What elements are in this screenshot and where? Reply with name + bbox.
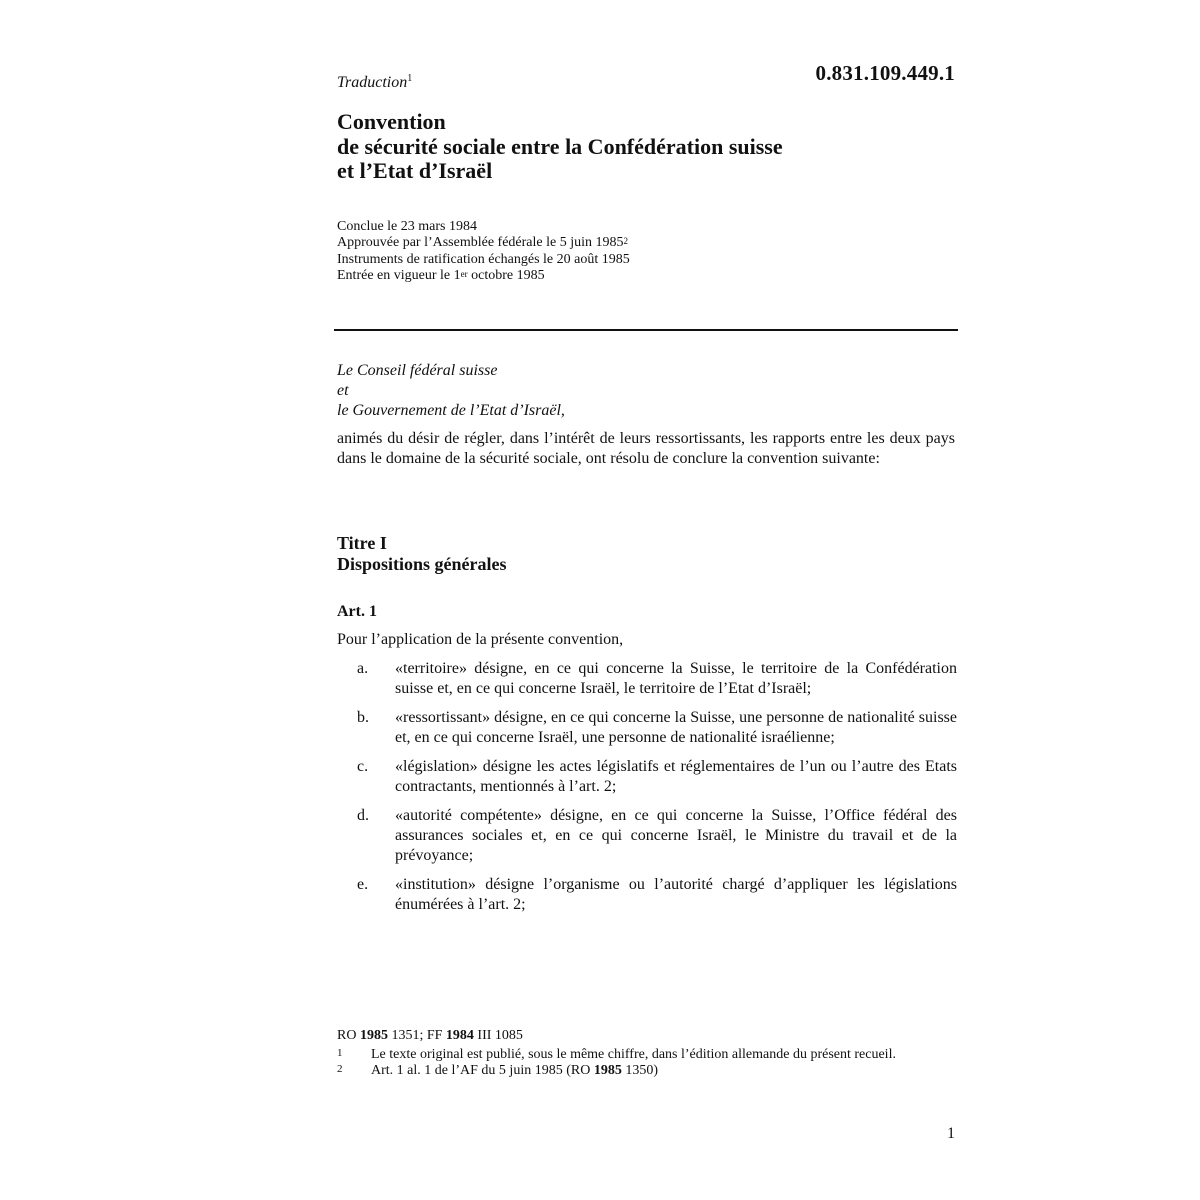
title-line-1: Convention	[337, 109, 446, 134]
footnote-number: 2	[337, 1063, 343, 1075]
meta-entree-pre: Entrée en vigueur le 1	[337, 268, 461, 284]
title-line-3: et l’Etat d’Israël	[337, 158, 493, 183]
section-title	[337, 533, 507, 575]
meta-instruments: Instruments de ratification échangés le 20 août 1985	[337, 251, 630, 267]
ref-ff-year: 1984	[445, 1028, 474, 1043]
list-item	[337, 806, 957, 866]
title-line-2: de sécurité sociale entre la Confédération suisse	[337, 133, 783, 159]
list-item-text: «autorité compétente» désigne, en ce qui concerne la Suisse, l’Office fédéral des assurances sociales et, en ce qui concerne Israël, le Ministre du travail et de la prévoyance;	[395, 807, 957, 864]
definition-list	[337, 659, 957, 924]
party-conjunction: et	[337, 382, 349, 399]
list-item-label: b.	[357, 709, 369, 726]
section-title-name: Dispositions générales	[337, 554, 507, 574]
fn2-pre: Art. 1 al. 1 de l’AF du 5 juin 1985 (RO	[371, 1063, 594, 1078]
ref-ro-label: RO	[337, 1028, 360, 1043]
ref-ro-rest: 1351; FF	[387, 1028, 446, 1043]
contracting-parties	[337, 361, 565, 421]
article-intro: Pour l’application de la présente convention,	[337, 631, 624, 648]
system-number: 0.831.109.449.1	[815, 61, 955, 85]
fn2-year: 1985	[593, 1063, 622, 1078]
page-number: 1	[947, 1125, 955, 1142]
horizontal-divider	[334, 329, 958, 331]
list-item	[337, 757, 957, 797]
footnote-text: Le texte original est publié, sous le même chiffre, dans l’édition allemande du présent recueil.	[371, 1047, 896, 1062]
preamble-paragraph: animés du désir de régler, dans l’intérêt de leurs ressortissants, les rapports entre les deux pays dans le domaine de la sécurité sociale, ont résolu de conclure la convention suivante:	[337, 430, 955, 467]
article-heading: Art. 1	[337, 603, 377, 620]
list-item-text: «institution» désigne l’organisme ou l’autorité chargé d’appliquer les législations énumérées à l’art. 2;	[395, 876, 957, 913]
document-metadata	[337, 219, 630, 285]
list-item	[337, 875, 957, 915]
meta-entree	[337, 268, 630, 284]
meta-approuvee	[337, 235, 630, 251]
footnotes	[337, 1047, 957, 1079]
footnote-2	[337, 1063, 957, 1079]
ref-ro-year: 1985	[359, 1028, 388, 1043]
document-title	[337, 110, 783, 184]
list-item-text: «territoire» désigne, en ce qui concerne la Suisse, le territoire de la Confédération suisse et, en ce qui concerne Israël, le territoire de l’Etat d’Israël;	[395, 660, 957, 697]
traduction-label	[337, 74, 412, 92]
list-item-label: d.	[357, 807, 369, 824]
footnote-1	[337, 1047, 957, 1063]
footnote-number: 1	[337, 1047, 343, 1059]
footnote-text	[371, 1063, 957, 1079]
footnote-ref-2[interactable]: 2	[623, 236, 629, 247]
list-item-text: «ressortissant» désigne, en ce qui concerne la Suisse, une personne de nationalité suisse et, en ce qui concerne Israël, une personne de nationalité israélienne;	[395, 709, 957, 746]
meta-approuvee-text: Approuvée par l’Assemblée fédérale le 5 juin 1985	[337, 235, 624, 251]
fn2-post: 1350)	[621, 1063, 658, 1078]
document-page	[337, 0, 957, 1200]
list-item-label: e.	[357, 876, 369, 893]
meta-conclue: Conclue le 23 mars 1984	[337, 219, 477, 234]
traduction-text: Traduction	[337, 74, 408, 91]
ref-ff-rest: III 1085	[473, 1028, 523, 1043]
publication-reference	[337, 1028, 523, 1044]
meta-entree-sup: er	[460, 269, 468, 280]
list-item-label: a.	[357, 660, 369, 677]
list-item	[337, 659, 957, 699]
list-item-text: «législation» désigne les actes législatifs et réglementaires de l’un ou l’autre des Etats contractants, mentionnés à l’art. 2;	[395, 758, 957, 795]
list-item	[337, 708, 957, 748]
footnote-ref-1[interactable]: 1	[407, 73, 413, 84]
meta-entree-post: octobre 1985	[467, 268, 545, 284]
section-title-number: Titre I	[337, 533, 387, 553]
list-item-label: c.	[357, 758, 369, 775]
party-2: le Gouvernement de l’Etat d’Israël,	[337, 402, 565, 419]
party-1: Le Conseil fédéral suisse	[337, 362, 498, 379]
